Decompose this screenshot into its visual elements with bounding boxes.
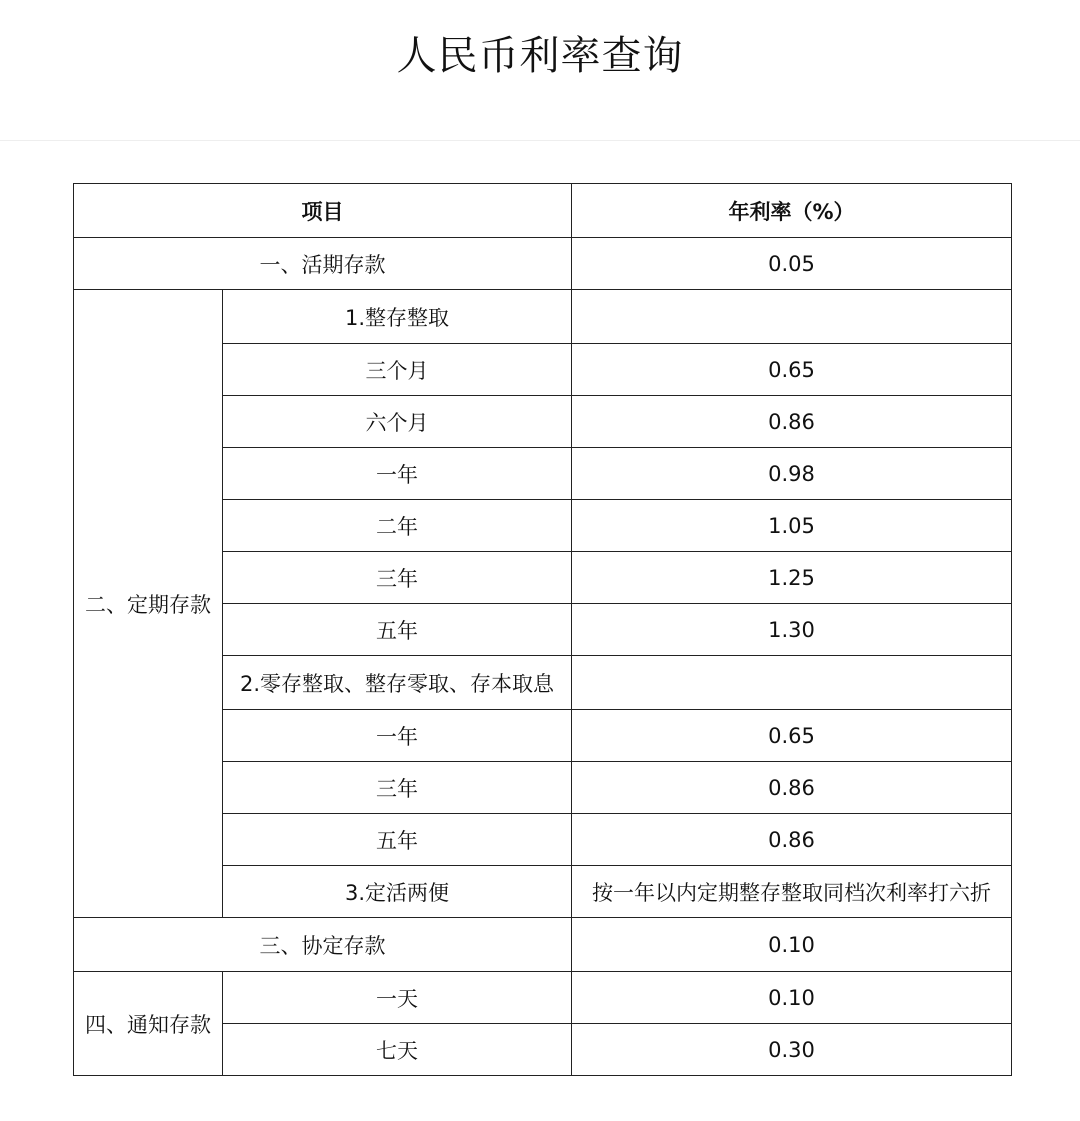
- page-header: [0, 0, 1080, 141]
- term-label: 三个月: [223, 344, 572, 396]
- term-rate: 0.86: [572, 762, 1012, 814]
- lump-sum-rate: [572, 290, 1012, 344]
- table-row: [74, 918, 1012, 972]
- term-label: 一年: [223, 710, 572, 762]
- flexible-deposit-label: 3.定活两便: [223, 866, 572, 918]
- term-rate: 0.86: [572, 396, 1012, 448]
- agreement-deposit-rate: 0.10: [572, 918, 1012, 972]
- demand-deposit-rate: 0.05: [572, 238, 1012, 290]
- notice-deposit-label: 四、通知存款: [74, 972, 223, 1076]
- header-rate: 年利率（%）: [572, 184, 1012, 238]
- interest-rate-table: [73, 183, 1012, 1076]
- installment-label: 2.零存整取、整存零取、存本取息: [223, 656, 572, 710]
- table-header-row: [74, 184, 1012, 238]
- agreement-deposit-label: 三、协定存款: [74, 918, 572, 972]
- term-rate: 0.65: [572, 710, 1012, 762]
- table-row: [74, 238, 1012, 290]
- time-deposit-label: 二、定期存款: [74, 290, 223, 918]
- term-rate: 0.98: [572, 448, 1012, 500]
- term-label: 三年: [223, 552, 572, 604]
- table-row: [74, 290, 1012, 344]
- term-label: 一天: [223, 972, 572, 1024]
- installment-rate: [572, 656, 1012, 710]
- term-label: 六个月: [223, 396, 572, 448]
- term-rate: 0.30: [572, 1024, 1012, 1076]
- term-label: 一年: [223, 448, 572, 500]
- term-rate: 0.86: [572, 814, 1012, 866]
- term-rate: 0.65: [572, 344, 1012, 396]
- term-label: 五年: [223, 814, 572, 866]
- demand-deposit-label: 一、活期存款: [74, 238, 572, 290]
- lump-sum-label: 1.整存整取: [223, 290, 572, 344]
- term-rate: 1.30: [572, 604, 1012, 656]
- table-row: [74, 972, 1012, 1024]
- header-item: 项目: [74, 184, 572, 238]
- term-label: 五年: [223, 604, 572, 656]
- term-rate: 1.25: [572, 552, 1012, 604]
- page-title: 人民币利率查询: [396, 33, 684, 79]
- flexible-deposit-rate: 按一年以内定期整存整取同档次利率打六折: [572, 866, 1012, 918]
- term-rate: 0.10: [572, 972, 1012, 1024]
- term-label: 七天: [223, 1024, 572, 1076]
- term-rate: 1.05: [572, 500, 1012, 552]
- term-label: 三年: [223, 762, 572, 814]
- term-label: 二年: [223, 500, 572, 552]
